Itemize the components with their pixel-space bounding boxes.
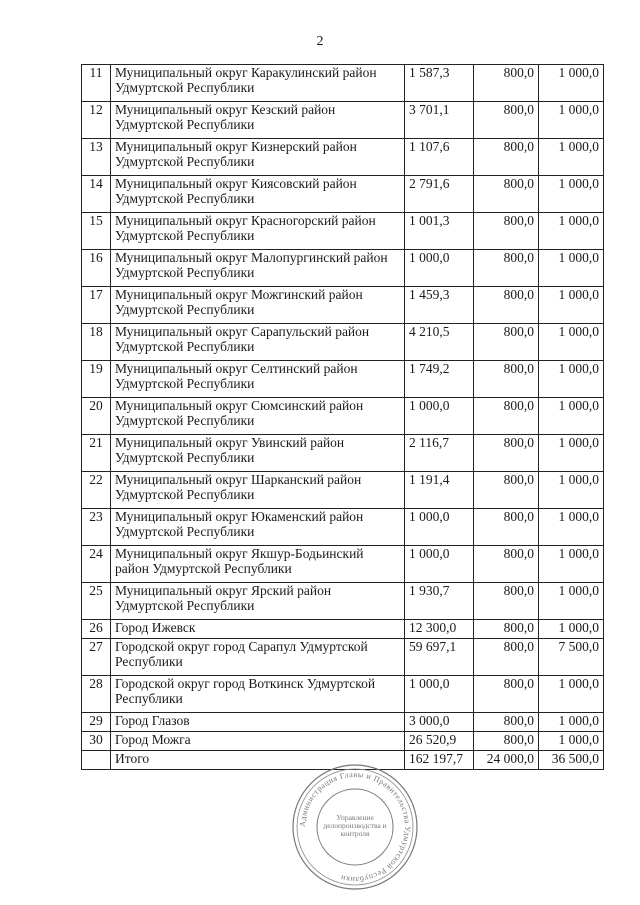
amount-col-3: 1 000,0 [539,583,604,620]
seal-center-text: Управление делопроизводства и контроля [323,814,387,838]
amount-col-2: 800,0 [474,583,539,620]
amount-col-1: 1 000,0 [405,509,474,546]
amount-col-3: 1 000,0 [539,65,604,102]
amount-col-2: 800,0 [474,435,539,472]
table-row [82,583,604,620]
amount-col-3: 1 000,0 [539,213,604,250]
row-number: 23 [82,509,111,546]
municipality-name: Муниципальный округ Сюмсинский район Удмуртской Республики [111,398,405,435]
amount-col-1: 59 697,1 [405,639,474,676]
amount-col-3: 1 000,0 [539,324,604,361]
table-row [82,102,604,139]
amount-col-2: 800,0 [474,65,539,102]
table-row [82,139,604,176]
amount-col-3: 1 000,0 [539,398,604,435]
funding-table [81,64,604,770]
row-number: 13 [82,139,111,176]
amount-col-3: 1 000,0 [539,139,604,176]
amount-col-3: 1 000,0 [539,176,604,213]
amount-col-2: 800,0 [474,176,539,213]
table-row [82,361,604,398]
table-body [82,65,604,770]
row-number: 20 [82,398,111,435]
amount-col-2: 800,0 [474,546,539,583]
amount-col-3: 1 000,0 [539,250,604,287]
amount-col-1: 1 000,0 [405,546,474,583]
amount-col-1: 1 587,3 [405,65,474,102]
row-number: 29 [82,713,111,732]
amount-col-2: 800,0 [474,361,539,398]
amount-col-1: 1 459,3 [405,287,474,324]
amount-col-3: 1 000,0 [539,509,604,546]
municipality-name: Город Глазов [111,713,405,732]
total-col-1: 162 197,7 [405,751,474,770]
amount-col-2: 800,0 [474,472,539,509]
municipality-name: Муниципальный округ Сарапульский район Удмуртской Республики [111,324,405,361]
amount-col-2: 800,0 [474,102,539,139]
total-empty-cell [82,751,111,770]
municipality-name: Городской округ город Воткинск Удмуртской Республики [111,676,405,713]
municipality-name: Муниципальный округ Каракулинский район Удмуртской Республики [111,65,405,102]
amount-col-3: 1 000,0 [539,102,604,139]
amount-col-1: 4 210,5 [405,324,474,361]
amount-col-1: 2 116,7 [405,435,474,472]
municipality-name: Город Ижевск [111,620,405,639]
row-number: 24 [82,546,111,583]
table-row [82,287,604,324]
row-number: 16 [82,250,111,287]
amount-col-1: 1 000,0 [405,676,474,713]
amount-col-2: 800,0 [474,620,539,639]
table-row [82,398,604,435]
municipality-name: Муниципальный округ Шарканский район Удмуртской Республики [111,472,405,509]
amount-col-2: 800,0 [474,509,539,546]
amount-col-2: 800,0 [474,732,539,751]
municipality-name: Муниципальный округ Ярский район Удмуртской Республики [111,583,405,620]
amount-col-2: 800,0 [474,713,539,732]
municipality-name: Муниципальный округ Селтинский район Удмуртской Республики [111,361,405,398]
amount-col-2: 800,0 [474,398,539,435]
amount-col-3: 1 000,0 [539,620,604,639]
municipality-name: Муниципальный округ Кезский район Удмуртской Республики [111,102,405,139]
amount-col-3: 1 000,0 [539,732,604,751]
total-col-3: 36 500,0 [539,751,604,770]
table-row [82,472,604,509]
row-number: 12 [82,102,111,139]
amount-col-2: 800,0 [474,250,539,287]
table-row [82,435,604,472]
row-number: 28 [82,676,111,713]
amount-col-2: 800,0 [474,676,539,713]
row-number: 19 [82,361,111,398]
row-number: 15 [82,213,111,250]
total-label: Итого [111,751,405,770]
amount-col-1: 26 520,9 [405,732,474,751]
amount-col-1: 1 000,0 [405,398,474,435]
municipality-name: Муниципальный округ Малопургинский район Удмуртской Республики [111,250,405,287]
table-row [82,732,604,751]
amount-col-1: 2 791,6 [405,176,474,213]
table-row [82,324,604,361]
amount-col-3: 7 500,0 [539,639,604,676]
amount-col-3: 1 000,0 [539,361,604,398]
amount-col-1: 3 000,0 [405,713,474,732]
row-number: 27 [82,639,111,676]
amount-col-1: 1 749,2 [405,361,474,398]
amount-col-3: 1 000,0 [539,472,604,509]
amount-col-1: 1 191,4 [405,472,474,509]
row-number: 30 [82,732,111,751]
table-row [82,620,604,639]
amount-col-1: 1 001,3 [405,213,474,250]
amount-col-2: 800,0 [474,139,539,176]
table-row [82,676,604,713]
row-number: 17 [82,287,111,324]
row-number: 14 [82,176,111,213]
amount-col-1: 12 300,0 [405,620,474,639]
row-number: 11 [82,65,111,102]
table-row [82,250,604,287]
table-row [82,176,604,213]
amount-col-3: 1 000,0 [539,287,604,324]
amount-col-3: 1 000,0 [539,676,604,713]
amount-col-2: 800,0 [474,213,539,250]
amount-col-3: 1 000,0 [539,546,604,583]
row-number: 26 [82,620,111,639]
amount-col-1: 1 107,6 [405,139,474,176]
total-col-2: 24 000,0 [474,751,539,770]
municipality-name: Городской округ город Сарапул Удмуртской Республики [111,639,405,676]
municipality-name: Муниципальный округ Можгинский район Удмуртской Республики [111,287,405,324]
row-number: 25 [82,583,111,620]
amount-col-1: 1 930,7 [405,583,474,620]
row-number: 18 [82,324,111,361]
municipality-name: Муниципальный округ Увинский район Удмуртской Республики [111,435,405,472]
table-row [82,546,604,583]
row-number: 21 [82,435,111,472]
municipality-name: Муниципальный округ Юкаменский район Удмуртской Республики [111,509,405,546]
official-seal-stamp [290,762,420,892]
amount-col-3: 1 000,0 [539,435,604,472]
municipality-name: Город Можга [111,732,405,751]
table-row [82,509,604,546]
municipality-name: Муниципальный округ Киясовский район Удмуртской Республики [111,176,405,213]
amount-col-2: 800,0 [474,324,539,361]
table-row [82,213,604,250]
municipality-name: Муниципальный округ Якшур-Бодьинский район Удмуртской Республики [111,546,405,583]
seal-ring-text: Администрация Главы и Правительства Удмуртской Республики [297,769,413,885]
amount-col-1: 1 000,0 [405,250,474,287]
amount-col-2: 800,0 [474,639,539,676]
amount-col-1: 3 701,1 [405,102,474,139]
amount-col-3: 1 000,0 [539,713,604,732]
row-number: 22 [82,472,111,509]
table-row [82,639,604,676]
table-row [82,65,604,102]
municipality-name: Муниципальный округ Кизнерский район Удмуртской Республики [111,139,405,176]
municipality-name: Муниципальный округ Красногорский район Удмуртской Республики [111,213,405,250]
page-number: 2 [316,34,324,49]
amount-col-2: 800,0 [474,287,539,324]
table-row [82,713,604,732]
